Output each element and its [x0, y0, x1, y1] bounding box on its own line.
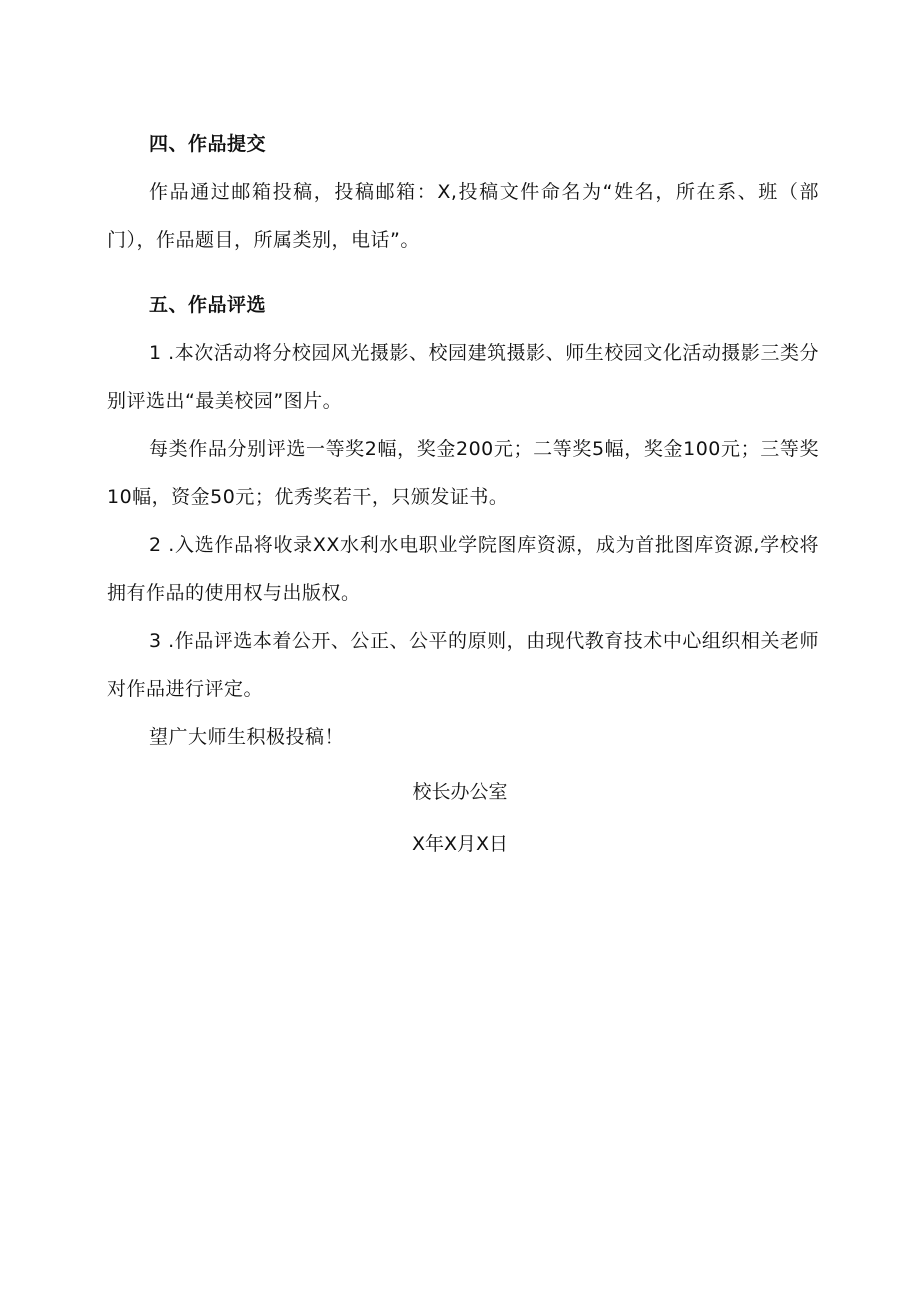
paragraph: 1 .本次活动将分校园风光摄影、校园建筑摄影、师生校园文化活动摄影三类分别评选出“最美校园”图片。 [107, 342, 819, 412]
section-heading: 四、作品提交 [149, 133, 267, 155]
section-evaluation [107, 281, 819, 761]
paragraph: 每类作品分别评选一等奖2幅，奖金200元；二等奖5幅，奖金100元；三等奖10幅，资金50元；优秀奖若干，只颁发证书。 [107, 438, 819, 508]
section-heading: 五、作品评选 [149, 294, 267, 316]
paragraph: 2 .入选作品将收录XX水利水电职业学院图库资源，成为首批图库资源,学校将拥有作品的使用权与出版权。 [107, 534, 819, 604]
paragraph: 3 .作品评选本着公开、公正、公平的原则，由现代教育技术中心组织相关老师对作品进行评定。 [107, 630, 819, 700]
paragraph: 作品通过邮箱投稿，投稿邮箱：X,投稿文件命名为“姓名，所在系、班（部门），作品题目，所属类别，电话”。 [107, 181, 819, 251]
section-submission [107, 120, 819, 264]
signature-office: 校长办公室 [412, 781, 508, 803]
paragraph: 望广大师生积极投稿！ [149, 726, 345, 748]
signature-date: X年X月X日 [411, 833, 509, 855]
